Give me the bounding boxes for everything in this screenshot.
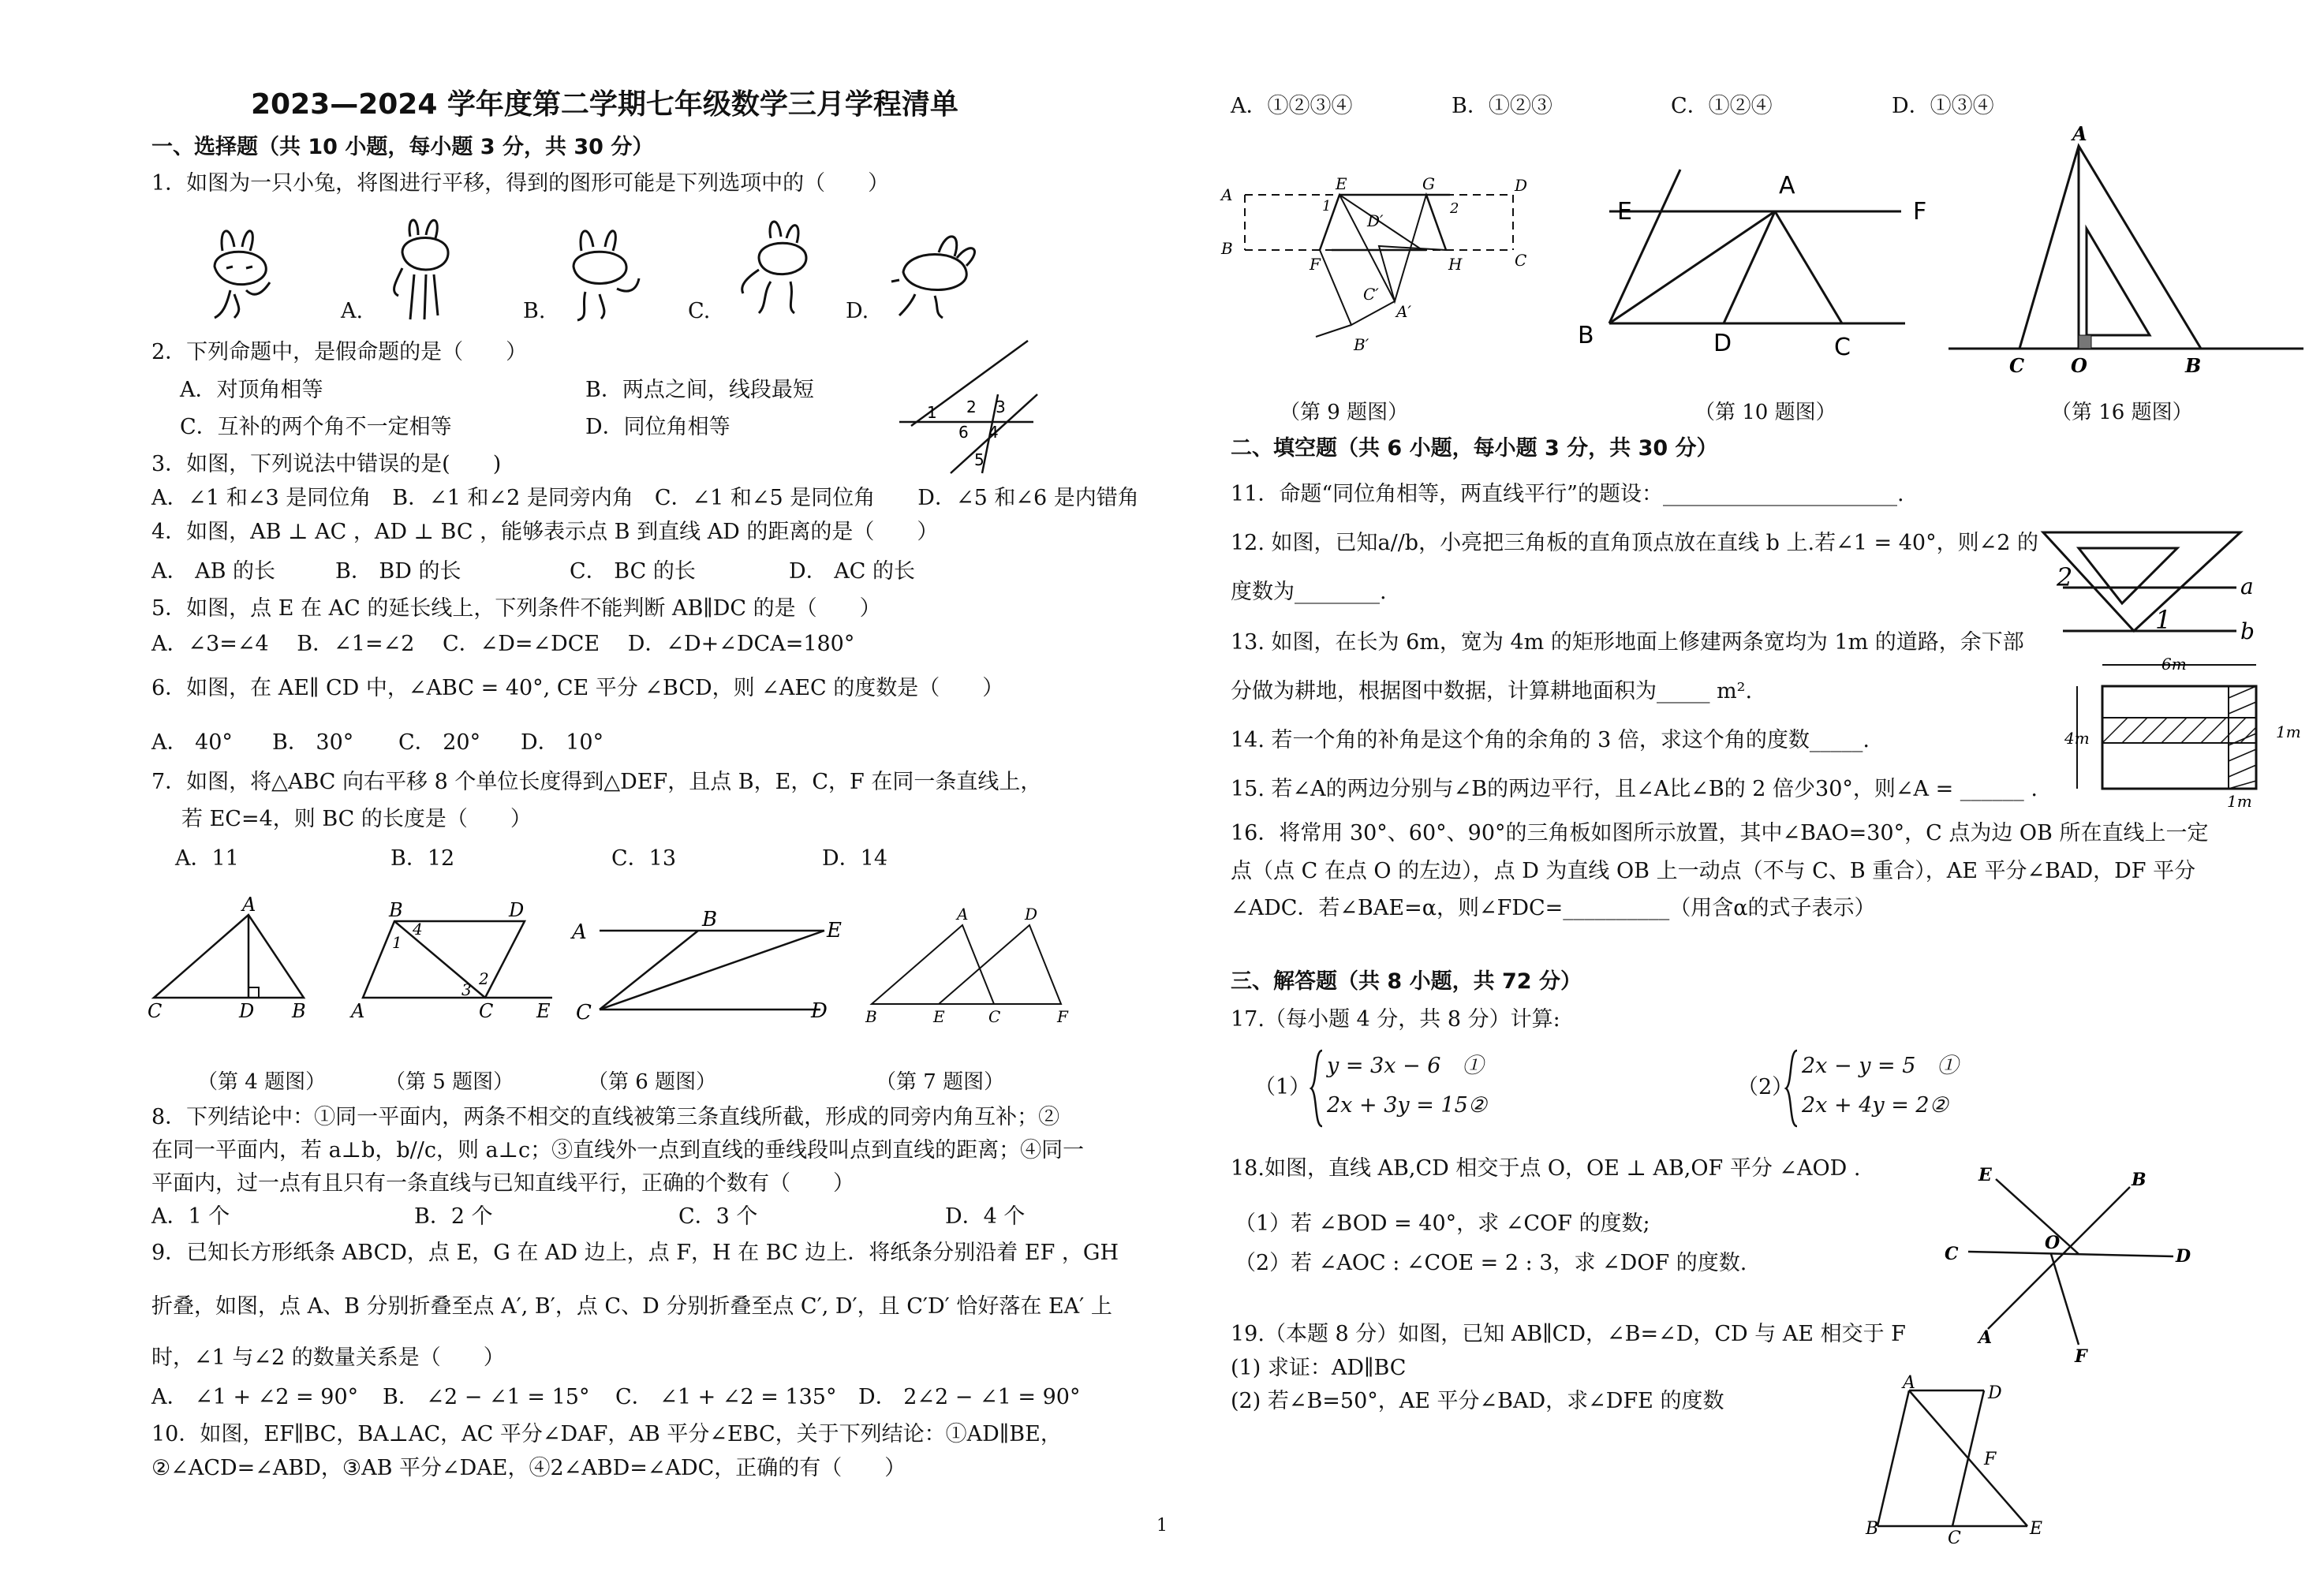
q14: 14. 若一个角的补角是这个角的余角的 3 倍，求这个角的度数_____.	[1231, 728, 1870, 752]
caption-fig9: （第 9 题图）	[1280, 401, 1409, 424]
q10-label-f: F	[1913, 198, 1927, 226]
q19: 19.（本题 8 分）如图，已知 AB∥CD，∠B=∠D，CD 与 AE 相交于 F	[1231, 1322, 1906, 1346]
q2-option-c: C．互补的两个角不一定相等	[180, 415, 452, 439]
q19-label-f: F	[1984, 1450, 1997, 1469]
q4-label-d: D	[239, 1000, 255, 1022]
q8-option-a: A．1 个	[151, 1204, 230, 1229]
q5-label-a: A	[351, 1000, 365, 1022]
q9-option-c: C． ∠1 + ∠2 = 135°	[615, 1385, 837, 1409]
q18-label-c: C	[1945, 1244, 1959, 1264]
q10-label-a: A	[1779, 172, 1795, 200]
q19-label-e: E	[2030, 1519, 2043, 1539]
q9-option-a: A． ∠1 + ∠2 = 90°	[151, 1385, 359, 1409]
q2-option-d: D．同位角相等	[585, 415, 730, 439]
q6-figure	[568, 907, 844, 1025]
q6-option-d: D． 10°	[521, 730, 604, 755]
q9-line3: 时，∠1 与∠2 的数量关系是（ ）	[151, 1346, 505, 1370]
q8-option-c: C．3 个	[678, 1204, 758, 1229]
caption-fig5: （第 5 题图）	[385, 1070, 514, 1094]
caption-fig6: （第 6 题图）	[588, 1070, 717, 1094]
q4-stem: 4．如图，AB ⊥ AC ，AD ⊥ BC ，能够表示点 B 到直线 AD 的距离的是（ ）	[151, 520, 939, 544]
q12-label-2: 2	[2057, 562, 2073, 592]
q19-part2: (2) 若∠B=50°，AE 平分∠BAD，求∠DFE 的度数	[1231, 1389, 1724, 1413]
q9-line2: 折叠，如图，点 A、B 分别折叠至点 A′, B′，点 C、D 分别折叠至点 C′, D′，且 C′D′ 恰好落在 EA′ 上	[151, 1294, 1112, 1319]
q15: 15. 若∠A的两边分别与∠B的两边平行，且∠A比∠B的 2 倍少30°，则∠A = ______ .	[1231, 777, 2038, 801]
q7-figure	[864, 905, 1077, 1028]
q18-label-a: A	[1978, 1327, 1993, 1348]
q9-label-c-prime: C′	[1363, 285, 1379, 304]
q9-label-b: B	[1221, 239, 1233, 258]
q7-stem: 7．如图，将△ABC 向右平移 8 个单位长度得到△DEF，且点 B，E，C，F 在同一条直线上，	[151, 770, 1042, 794]
q19-part1: (1) 求证：AD∥BC	[1231, 1356, 1407, 1380]
q7-option-a: A．11	[175, 846, 239, 871]
q17-part2-brace	[1784, 1049, 1800, 1128]
q13-label-4m: 4m	[2064, 729, 2090, 748]
q8-line2: 在同一平面内，若 a⊥b，b//c，则 a⊥c；③直线外一点到直线的垂线段叫点到直线的距离；④同一	[151, 1138, 1085, 1163]
q18-figure	[1925, 1163, 2201, 1367]
q17-part2-eq1: 2x − y = 5 ①	[1802, 1054, 1959, 1078]
q10-option-c: C．①②④	[1671, 94, 1773, 118]
q4-label-a: A	[242, 894, 256, 916]
q16-line1: 16．将常用 30°、60°、90°的三角板如图所示放置，其中∠BAO=30°，C 点为边 OB 所在直线上一定	[1231, 821, 2209, 845]
q5-label-1: 1	[392, 933, 402, 952]
q5-figure	[351, 899, 560, 1025]
q17-part1-eq2: 2x + 3y = 15②	[1327, 1093, 1487, 1118]
q7-label-b: B	[865, 1007, 877, 1026]
q17-part1-brace	[1310, 1049, 1325, 1128]
q3-options: A．∠1 和∠3 是同位角 B．∠1 和∠2 是同旁内角 C．∠1 和∠5 是同位角 D．∠5 和∠6 是内错角	[151, 486, 1139, 510]
q8-line1: 8．下列结论中：①同一平面内，两条不相交的直线被第三条直线所截，形成的同旁内角互补；②	[151, 1105, 1060, 1129]
q12-label-a: a	[2240, 573, 2254, 599]
q11: 11．命题“同位角相等，两直线平行”的题设：______________________.	[1231, 482, 1904, 506]
q8-line3: 平面内，过一点有且只有一条直线与已知直线平行，正确的个数有（ ）	[151, 1171, 854, 1196]
q10-figure	[1578, 166, 1948, 363]
q4-figure	[146, 894, 319, 1025]
q4-option-b: B． BD 的长	[335, 559, 461, 584]
section3-heading: 三、解答题（共 8 小题，共 72 分）	[1231, 969, 1582, 994]
q5-label-3: 3	[461, 980, 472, 999]
q10-line1: 10．如图，EF∥BC，BA⊥AC，AC 平分∠DAF，AB 平分∠EBC，关于下列结论：①AD∥BE，	[151, 1422, 1062, 1446]
q16-line2: 点（点 C 在点 O 的左边），点 D 为直线 OB 上一动点（不与 C、B 重合），AE 平分∠BAD，DF 平分	[1231, 859, 2196, 883]
q16-line3: ∠ADC．若∠BAE=α，则∠FDC=__________（用含α的式子表示）	[1231, 896, 1876, 920]
q9-label-d: D	[1515, 176, 1528, 195]
q1-stem: 1．如图为一只小兔，将图进行平移，得到的图形可能是下列选项中的（ ）	[151, 171, 890, 196]
q12-label-1: 1	[2155, 605, 2172, 635]
q7-label-d: D	[1025, 905, 1038, 924]
q1-option-b: B.	[523, 299, 546, 323]
q6-option-b: B． 30°	[272, 730, 354, 755]
q2-label-4: 4	[988, 423, 999, 442]
rabbit-option-a	[379, 213, 465, 323]
q12-line1: 12. 如图，已知a//b，小亮把三角板的直角顶点放在直线 b 上.若∠1 = 40°，则∠2 的	[1231, 531, 2038, 555]
q6-label-c: C	[576, 1001, 592, 1025]
q17-part2-label: （2）	[1737, 1075, 1794, 1099]
section1-heading: 一、选择题（共 10 小题，每小题 3 分，共 30 分）	[151, 135, 654, 159]
q17-part2-eq2: 2x + 4y = 2②	[1802, 1093, 1948, 1118]
q4-label-b: B	[292, 1000, 306, 1022]
page-number: 1	[1156, 1516, 1168, 1536]
q10-option-d: D．①③④	[1892, 94, 1994, 118]
q9-label-a: A	[1221, 185, 1233, 204]
q7-label-c: C	[988, 1007, 1001, 1026]
q6-label-a: A	[572, 920, 587, 944]
q13-label-6m: 6m	[2161, 655, 2187, 674]
q2-figure	[895, 339, 1037, 477]
q9-label-e: E	[1336, 174, 1347, 193]
rabbit-option-c	[727, 215, 814, 317]
q18-part1: （1）若 ∠BOD = 40°，求 ∠COF 的度数;	[1235, 1211, 1650, 1236]
q18-label-f: F	[2075, 1346, 2087, 1367]
q17-part1-eq1: y = 3x − 6 ①	[1327, 1054, 1484, 1078]
q12-line2: 度数为________.	[1231, 580, 1387, 604]
q7-stem-2: 若 EC=4，则 BC 的长度是（ ）	[181, 807, 532, 831]
q9-option-d: D． 2∠2 − ∠1 = 90°	[858, 1385, 1081, 1409]
q16-label-c: C	[2009, 354, 2025, 377]
rabbit-original	[199, 219, 293, 322]
q3-stem: 3．如图，下列说法中错误的是( )	[151, 452, 502, 476]
q9-label-d-prime: D′	[1367, 211, 1384, 230]
q5-label-2: 2	[479, 969, 489, 988]
q4-option-d: D． AC 的长	[789, 559, 915, 584]
q19-label-a: A	[1903, 1373, 1915, 1393]
q13-line2: 分做为耕地，根据图中数据，计算耕地面积为_____ m².	[1231, 679, 1753, 704]
q5-label-4: 4	[413, 920, 423, 939]
q13-label-1m-right: 1m	[2276, 722, 2301, 741]
q10-option-a: A．①②③④	[1231, 94, 1353, 118]
q17-part1-label: （1）	[1254, 1075, 1311, 1099]
q18-part2: （2）若 ∠AOC : ∠COE = 2 : 3，求 ∠DOF 的度数.	[1235, 1251, 1747, 1275]
q2-stem: 2．下列命题中，是假命题的是（ ）	[151, 340, 528, 364]
q12-label-b: b	[2240, 618, 2255, 644]
q6-option-a: A． 40°	[151, 730, 233, 755]
q6-label-d: D	[811, 999, 828, 1023]
q9-label-1: 1	[1322, 198, 1332, 215]
caption-fig10: （第 10 题图）	[1694, 401, 1836, 424]
q13-line1: 13. 如图，在长为 6m，宽为 4m 的矩形地面上修建两条宽均为 1m 的道路，余下部	[1231, 630, 2024, 655]
q7-option-c: C．13	[611, 846, 677, 871]
q9-figure	[1213, 175, 1529, 356]
q19-label-d: D	[1988, 1383, 2002, 1403]
q1-option-d: D.	[846, 299, 869, 323]
q7-option-b: B．12	[390, 846, 455, 871]
q18-label-b: B	[2132, 1170, 2147, 1190]
q12-figure	[2039, 524, 2255, 651]
q10-label-b: B	[1578, 322, 1594, 349]
q8-option-b: B．2 个	[414, 1204, 493, 1229]
q5-label-c: C	[479, 1000, 494, 1022]
q13-label-1m-bottom: 1m	[2227, 792, 2252, 811]
q9-label-2: 2	[1450, 200, 1459, 217]
q18-label-e: E	[1978, 1165, 1992, 1185]
q9-label-g: G	[1422, 174, 1435, 193]
q6-label-e: E	[827, 919, 842, 942]
q19-label-c: C	[1948, 1528, 1961, 1548]
q19-label-b: B	[1866, 1519, 1879, 1539]
q8-option-d: D．4 个	[945, 1204, 1026, 1229]
q7-label-a: A	[957, 905, 969, 924]
q5-label-e: E	[536, 1000, 551, 1022]
q1-option-a: A.	[341, 299, 364, 323]
q7-label-f: F	[1057, 1007, 1068, 1026]
q5-stem: 5．如图，点 E 在 AC 的延长线上，下列条件不能判断 AB∥DC 的是（ ）	[151, 596, 881, 621]
q6-stem: 6．如图，在 AE∥ CD 中，∠ABC = 40°, CE 平分 ∠BCD，则 ∠AEC 的度数是（ ）	[151, 676, 1004, 700]
q9-line1: 9．已知长方形纸条 ABCD，点 E，G 在 AD 边上，点 F，H 在 BC 边上．将纸条分别沿着 EF ，GH	[151, 1241, 1119, 1265]
rabbit-option-d	[887, 225, 990, 319]
q18-label-d: D	[2176, 1246, 2191, 1267]
caption-fig4: （第 4 题图）	[197, 1070, 327, 1094]
q6-label-b: B	[702, 908, 718, 931]
q6-option-c: C． 20°	[398, 730, 481, 755]
q10-label-c: C	[1834, 334, 1851, 361]
caption-fig16: （第 16 题图）	[2051, 401, 2193, 424]
q1-option-c: C.	[688, 299, 711, 323]
q4-option-c: C． BC 的长	[570, 559, 696, 584]
q16-label-o: O	[2071, 354, 2087, 377]
q9-label-h: H	[1448, 255, 1463, 274]
q9-label-c: C	[1515, 251, 1527, 270]
q16-figure	[1945, 122, 2307, 383]
q10-line2: ②∠ACD=∠ABD，③AB 平分∠DAE，④2∠ABD=∠ADC，正确的有（ ）	[151, 1456, 906, 1480]
q13-figure	[2055, 651, 2307, 811]
q2-label-5: 5	[974, 450, 985, 469]
q9-option-b: B． ∠2 − ∠1 = 15°	[383, 1385, 590, 1409]
q16-label-b: B	[2185, 354, 2202, 377]
q2-label-1: 1	[927, 403, 937, 422]
q19-figure	[1866, 1373, 2079, 1548]
q10-option-b: B．①②③	[1452, 94, 1552, 118]
q7-label-e: E	[933, 1007, 945, 1026]
q4-label-c: C	[148, 1000, 163, 1022]
caption-fig7: （第 7 题图）	[876, 1070, 1005, 1094]
q10-label-d: D	[1713, 330, 1732, 357]
q10-label-e: E	[1617, 198, 1632, 226]
q17: 17.（每小题 4 分，共 8 分）计算:	[1231, 1007, 1560, 1032]
q16-label-a: A	[2072, 122, 2087, 145]
section2-heading: 二、填空题（共 6 小题，每小题 3 分，共 30 分）	[1231, 436, 1718, 461]
q5-options: A．∠3=∠4 B．∠1=∠2 C．∠D=∠DCE D．∠D+∠DCA=180°	[151, 632, 855, 656]
q18: 18.如图，直线 AB,CD 相交于点 O，OE ⊥ AB,OF 平分 ∠AOD .	[1231, 1156, 1861, 1181]
rabbit-option-b	[562, 219, 648, 322]
page-title: 2023—2024 学年度第二学期七年级数学三月学程清单	[251, 88, 958, 121]
q9-label-a-prime: A′	[1396, 302, 1411, 321]
q2-option-a: A．对顶角相等	[180, 378, 323, 402]
q2-label-2: 2	[966, 398, 977, 416]
q4-option-a: A． AB 的长	[151, 559, 276, 584]
q18-label-o: O	[2045, 1233, 2061, 1253]
q2-option-b: B．两点之间，线段最短	[585, 378, 814, 402]
q2-label-3: 3	[996, 398, 1006, 416]
q9-label-b-prime: B′	[1354, 335, 1369, 354]
q9-label-f: F	[1310, 255, 1321, 274]
q5-label-b: B	[389, 899, 403, 921]
q5-label-d: D	[509, 899, 525, 921]
q7-option-d: D．14	[822, 846, 888, 871]
q2-label-6: 6	[958, 423, 969, 442]
